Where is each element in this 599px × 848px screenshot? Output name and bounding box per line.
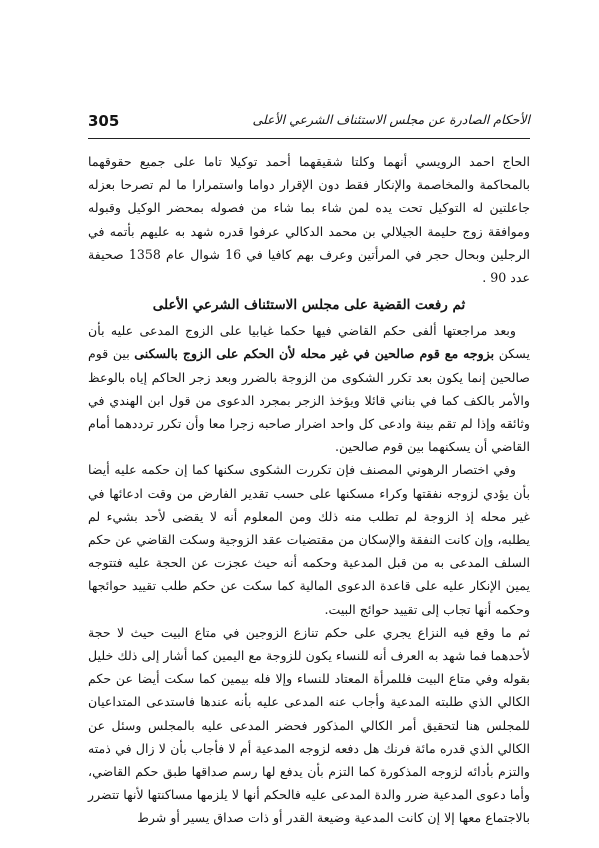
paragraph: الحاج احمد الرويسي أنهما وكلتا شقيقهما أحمد توكيلا تاما على جميع حقوقهما بالمحاكمة والمخاصمة والإنكار فقط دون الإقرار دواما واستمرارا ما لم تصرحا بعزله جاعلتين له التوكيل تحت يده لمن شاء بما شاء من فصوله بمحضر الوكيل وقبوله وموافقة زوج حليمة الجيلالي بن محمد الدكالي عرفوا قدره شهد به عليهم بأتمه في الرجلين وبحال حجر في المرأتين وعرف بهم كافيا في 16 شوال عام 1358 صحيفة عدد 90 . xyxy=(88,154,531,286)
document-body xyxy=(88,150,530,830)
page-header xyxy=(88,112,530,138)
running-title: الأحكام الصادرة عن مجلس الاستئناف الشرعي الأعلى xyxy=(252,112,530,127)
header-rule xyxy=(88,138,530,139)
bold-phrase: بزوجه مع قوم صالحين في غير محله لأن الحكم على الزوج بالسكنى xyxy=(134,346,495,362)
paragraph-text: بين قوم صالحين إنما يكون بعد تكرر الشكوى من الزوجة بالضرر وبعد زجر الحاكم إياه بالوعظ والأمر بالكف كما في بناني قائلا ويؤخذ الزجر بمجرد الدعوى من قول ابن الهندي في وثائقه وإذا لم تقم بينة وادعى كل واحد اضرار صاحبه زجرا معا وأن تكرر ترددهما أمام القاضي أن يسكنهما بين قوم صالحين. xyxy=(88,346,530,455)
paragraph-text: وبعد مراجعتها ألفى حكم القاضي فيها حكما غيابيا على الزوج المدعى عليه بأن يسكن xyxy=(88,323,530,362)
page-number: 305 xyxy=(88,112,120,130)
paragraph: وفي اختصار الرهوني المصنف فإن تكررت الشكوى سكنها كما إن حكمه عليه أيضا بأن يؤدي لزوجه نفقتها وكراء مسكنها على حسب تقدير الفارض من وقت ادعائها في غير محله إذ الزوجة لم تطلب منه ذلك ومن المعلوم أنه لا يقضى لأحد بشيء لم يطلبه، وإن كانت النفقة والإسكان من مقتضيات عقد الزوجية وسكت القاضي عن حكم السلف المدعى به من قبل المدعية وحكمه أنه حيث عجزت عن الحجة عليه فتتوجه يمين الإنكار عليه على قاعدة الدعوى المالية كما سكت عن حكم طلب تقييد حوائجها وحكمه أنها تجاب إلى تقييد حوائج البيت. xyxy=(88,462,530,617)
section-heading: ثم رفعت القضية على مجلس الاستئناف الشرعي الأعلى xyxy=(152,297,466,314)
paragraph xyxy=(88,319,530,458)
paragraph: ثم ما وقع فيه النزاع يجري على حكم تنازع الزوجين في متاع البيت حيث لا حجة لأحدهما فما شهد به العرف أنه للنساء يكون للزوجة مع اليمين كما أشار إلى ذلك خليل بقوله وفي متاع البيت فللمرأة المعتاد للنساء وإلا فله بيمين كما سكت أيضا عن حكم الكالي الذي طلبته المدعية وأجاب عنه المدعى عليه بأنه عندها فاستدعى المتداعيان للمجلس هنا لتحقيق أمر الكالي المذكور فحضر المدعى عليه بالمجلس وسئل عن الكالي الذي قدره مائة فرنك هل دفعه لزوجه المدعية أم لا فأجاب بأن لا زال في ذمته والتزم بأدائه لزوجه المذكورة كما التزم بأن يدفع لها رسم صداقها طبق حكم القاضي، وأما دعوى المدعية ضرر والدة المدعى عليه فالحكم أنها لا يلزمها مساكنتها لأنها تتضرر بالاجتماع معها إلا إن كانت المدعية وضيعة القدر أو ذات صداق يسير أو شرط xyxy=(88,624,530,826)
